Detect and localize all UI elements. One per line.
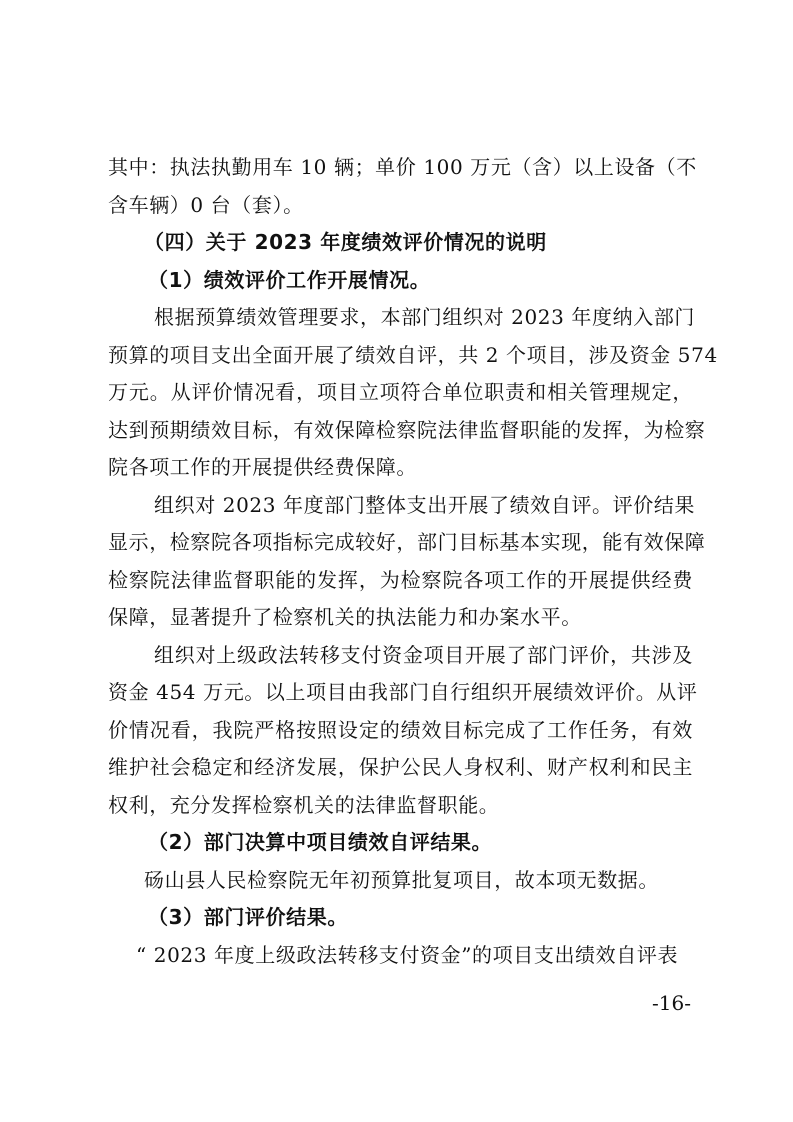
paragraph-line: 根据预算绩效管理要求，本部门组织对 2023 年度纳入部门 bbox=[154, 305, 696, 329]
subsection-heading: （1）绩效评价工作开展情况。 bbox=[148, 267, 431, 292]
paragraph-line: 组织对 2023 年度部门整体支出开展了绩效自评。评价结果 bbox=[154, 492, 696, 517]
paragraph-line: 其中：执法执勤用车 10 辆；单价 100 万元（含）以上设备（不 bbox=[108, 155, 697, 179]
paragraph-line: 预算的项目支出全面开展了绩效自评，共 2 个项目，涉及资金 574 bbox=[108, 342, 718, 367]
paragraph-line: 资金 454 万元。以上项目由我部门自行组织开展绩效评价。从评 bbox=[108, 680, 698, 704]
paragraph-line: 显示，检察院各项指标完成较好，部门目标基本实现，能有效保障 bbox=[108, 530, 706, 554]
paragraph-line: 万元。从评价情况看，项目立项符合单位职责和相关管理规定， bbox=[108, 380, 693, 404]
document-body bbox=[108, 149, 718, 974]
paragraph-line: 达到预期绩效目标，有效保障检察院法律监督职能的发挥，为检察 bbox=[108, 417, 706, 442]
subsection-heading: （2）部门决算中项目绩效自评结果。 bbox=[148, 830, 493, 854]
paragraph-line: “ 2023 年度上级政法转移支付资金”的项目支出绩效自评表 bbox=[136, 942, 679, 967]
section-heading: （四）关于 2023 年度绩效评价情况的说明 bbox=[144, 230, 547, 254]
paragraph-line: 保障，显著提升了检察机关的执法能力和办案水平。 bbox=[108, 605, 582, 629]
paragraph-line: 权利，充分发挥检察机关的法律监督职能。 bbox=[108, 792, 500, 817]
paragraph-line: 维护社会稳定和经济发展，保护公民人身权利、财产权利和民主 bbox=[108, 755, 693, 779]
paragraph-line: 含车辆）0 台（套）。 bbox=[108, 192, 304, 217]
paragraph-line: 砀山县人民检察院无年初预算批复项目，故本项无数据。 bbox=[144, 867, 659, 892]
paragraph-line: 价情况看，我院严格按照设定的绩效目标完成了工作任务，有效 bbox=[108, 717, 693, 742]
paragraph-line: 组织对上级政法转移支付资金项目开展了部门评价，共涉及 bbox=[154, 642, 693, 667]
page-number: -16- bbox=[652, 991, 691, 1015]
subsection-heading: （3）部门评价结果。 bbox=[148, 905, 348, 929]
paragraph-line: 院各项工作的开展提供经费保障。 bbox=[108, 455, 417, 479]
paragraph-line: 检察院法律监督职能的发挥，为检察院各项工作的开展提供经费 bbox=[108, 567, 693, 592]
